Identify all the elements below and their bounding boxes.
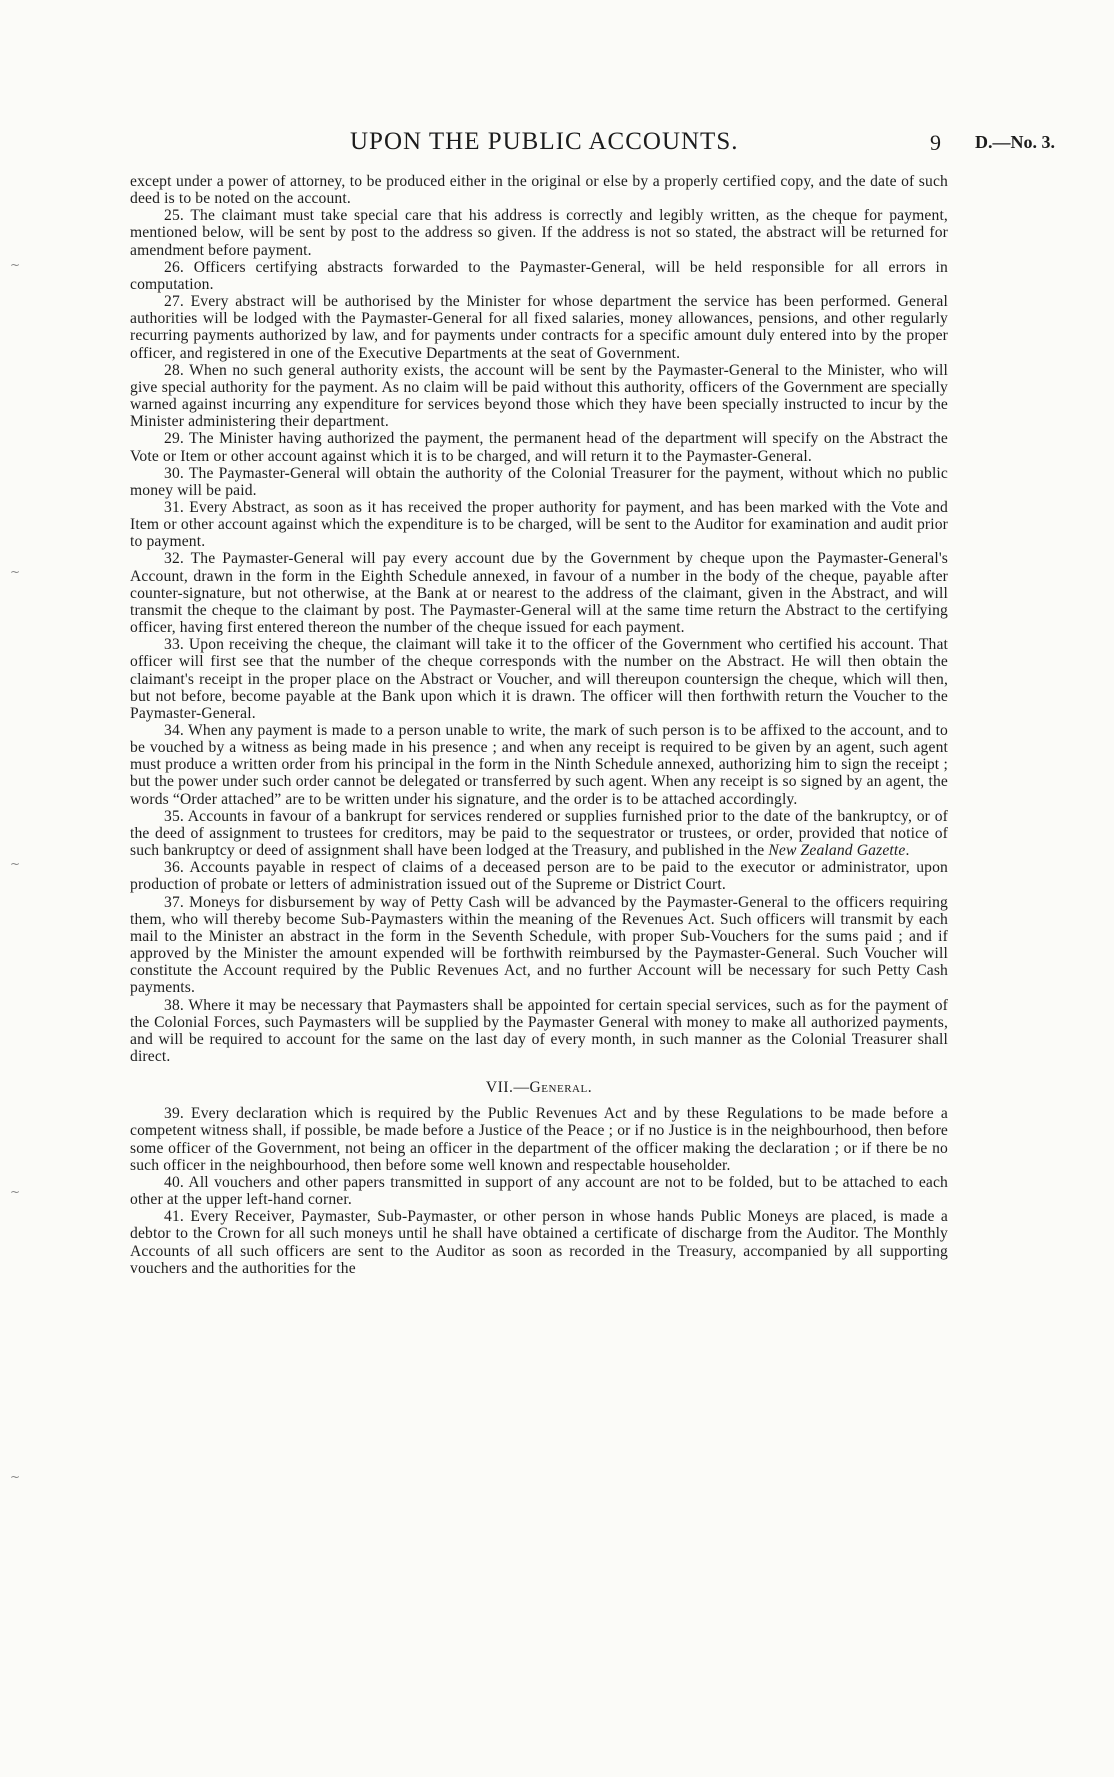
paragraph-35-text: 35. Accounts in favour of a bankrupt for services rendered or supplies furnished prior to the date of the bankruptcy, or of the deed of assignment to trustees for creditors, may be paid to the sequestrator or trustees, or order, provided that notice of such bankruptcy or deed of assignment shall have been lodged at the Treasury, and published in the	[130, 807, 948, 860]
paragraph-37: 37. Moneys for disbursement by way of Petty Cash will be advanced by the Paymaster-General to the officers requiring them, who will thereby become Sub-Paymasters within the meaning of the Revenues Act. Such officers will transmit by each mail to the Minister an abstract in the form in the Seventh Schedule, with proper Sub-Vouchers for the sums paid ; and if approved by the Minister the amount expended will be forthwith reimbursed by the Paymaster-General. Such Voucher will constitute the Account required by the Public Revenues Act, and no further Account will be necessary for such Petty Cash payments.	[130, 893, 948, 997]
margin-mark: ~	[10, 565, 21, 579]
section-title: General.	[529, 1079, 593, 1097]
paragraph-34: 34. When any payment is made to a person unable to write, the mark of such person is to be affixed to the account, and to be vouched by a witness as being made in his presence ; and when any receipt is required to be given by an agent, such agent must produce a written order from his principal in the form in the Ninth Schedule annexed, authorizing him to sign the receipt ; but the power under such order cannot be delegated or transferred by such agent. When any receipt is so signed by an agent, the words “Order attached” are to be written under his signature, and the order is to be attached accordingly.	[130, 722, 948, 808]
paragraph-35	[130, 808, 948, 859]
paragraph-40: 40. All vouchers and other papers transmitted in support of any account are not to be folded, but to be attached to each other at the upper left-hand corner.	[130, 1173, 948, 1209]
document-reference: D.—No. 3.	[975, 132, 1055, 152]
page-number: 9	[930, 130, 941, 155]
paragraph-33: 33. Upon receiving the cheque, the claimant will take it to the officer of the Government who certified his account. That officer will first see that the number of the cheque corresponds with the number on the Abstract. He will then obtain the claimant's receipt in the proper place on the Abstract or Voucher, and will thereupon countersign the cheque, which will then, but not before, become payable at the Bank upon which it is drawn. The officer will then forthwith return the Voucher to the Paymaster-General.	[130, 636, 948, 722]
paragraph-41: 41. Every Receiver, Paymaster, Sub-Paymaster, or other person in whose hands Public Moneys are placed, is made a debtor to the Crown for all such moneys until he shall have obtained a certificate of discharge from the Auditor. The Monthly Accounts of all such officers are sent to the Auditor as soon as recorded in the Treasury, accompanied by all supporting vouchers and the authorities for the	[130, 1208, 948, 1277]
paragraph-39: 39. Every declaration which is required by the Public Revenues Act and by these Regulations to be made before a competent witness shall, if possible, be made before a Justice of the Peace ; or if no Justice is in the neighbourhood, then before some officer of the Government, not being an officer in the department of the officer making the declaration ; or if there be no such officer in the neighbourhood, then before some well known and respectable householder.	[130, 1105, 948, 1174]
margin-mark: ~	[10, 258, 21, 272]
paragraph-35-end: .	[905, 842, 910, 860]
document-body	[130, 173, 948, 1277]
paragraph-29: 29. The Minister having authorized the payment, the permanent head of the department will specify on the Abstract the Vote or Item or other account against which it is to be charged, and will return it to the Paymaster-General.	[130, 430, 948, 465]
paragraph-25: 25. The claimant must take special care that his address is correctly and legibly written, as the cheque for payment, mentioned below, will be sent by post to the address so given. If the address is not so stated, the abstract will be returned for amendment before payment.	[130, 207, 948, 259]
paragraph-continuation: except under a power of attorney, to be produced either in the original or else by a properly certified copy, and the date of such deed is to be noted on the account.	[130, 173, 948, 208]
running-title: UPON THE PUBLIC ACCOUNTS.	[350, 128, 739, 155]
margin-mark: ~	[10, 1470, 21, 1484]
section-heading	[130, 1079, 948, 1096]
paragraph-26: 26. Officers certifying abstracts forwarded to the Paymaster-General, will be held responsible for all errors in computation.	[130, 258, 948, 293]
margin-mark: ~	[10, 1185, 21, 1199]
paragraph-32: 32. The Paymaster-General will pay every account due by the Government by cheque upon the Paymaster-General's Account, drawn in the form in the Eighth Schedule annexed, in favour of a number in the body of the cheque, payable after counter-signature, but not otherwise, at the Bank at or nearest to the address of the claimant, given in the Abstract, and will transmit the cheque to the claimant by post. The Paymaster-General will at the same time return the Abstract to the certifying officer, having first entered thereon the number of the cheque issued for each payment.	[130, 550, 948, 637]
margin-mark: ~	[10, 857, 21, 871]
section-number: VII.—	[485, 1079, 530, 1097]
paragraph-36: 36. Accounts payable in respect of claims of a deceased person are to be paid to the executor or administrator, upon production of probate or letters of administration issued out of the Supreme or District Court.	[130, 859, 948, 894]
paragraph-31: 31. Every Abstract, as soon as it has received the proper authority for payment, and has been marked with the Vote and Item or other account against which the expenditure is to be charged, will be sent to the Auditor for examination and audit prior to payment.	[130, 498, 948, 551]
paragraph-27: 27. Every abstract will be authorised by the Minister for whose department the service has been performed. General authorities will be lodged with the Paymaster-General for all fixed salaries, money allowances, pensions, and other regularly recurring payments authorized by law, and for payments under contracts for a specific amount duly entered into by the proper officer, and registered in one of the Executive Departments at the seat of Government.	[130, 293, 948, 362]
paragraph-28: 28. When no such general authority exists, the account will be sent by the Paymaster-General to the Minister, who will give special authority for the payment. As no claim will be paid without this authority, officers of the Government are specially warned against incurring any expenditure for services beyond those which they have been specially instructed to incur by the Minister administering their department.	[130, 361, 948, 431]
paragraph-38: 38. Where it may be necessary that Paymasters shall be appointed for certain special services, such as for the payment of the Colonial Forces, such Paymasters will be supplied by the Paymaster General with money to make all authorized payments, and will be required to account for the same on the last day of every month, in such manner as the Colonial Treasurer shall direct.	[130, 996, 948, 1065]
page-header	[130, 128, 1090, 158]
paragraph-30: 30. The Paymaster-General will obtain the authority of the Colonial Treasurer for the payment, without which no public money will be paid.	[130, 464, 948, 499]
gazette-title: New Zealand Gazette	[768, 842, 906, 860]
